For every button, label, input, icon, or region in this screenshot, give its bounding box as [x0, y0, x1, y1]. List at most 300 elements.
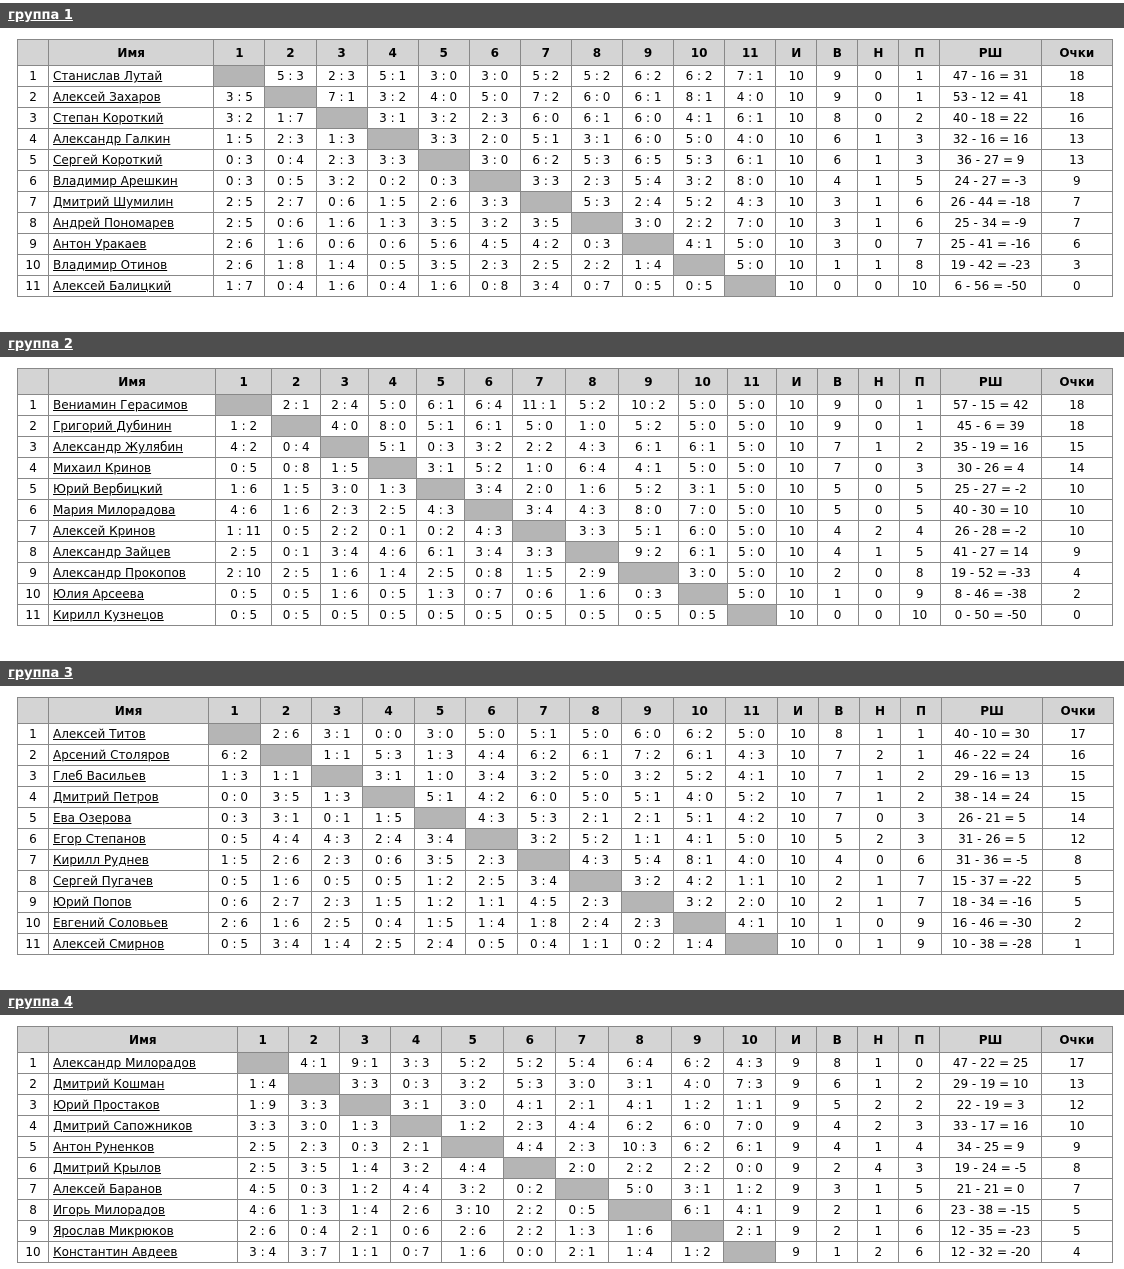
match-result-cell: 2 : 5 — [520, 255, 571, 276]
games-cell: 10 — [778, 913, 819, 934]
match-result-cell: 0 : 5 — [566, 605, 619, 626]
match-result-cell: 2 : 6 — [209, 913, 261, 934]
match-result-cell: 8 : 0 — [619, 500, 678, 521]
player-name-link[interactable]: Евгений Соловьев — [53, 916, 168, 930]
name-header: Имя — [49, 40, 214, 66]
match-result-cell: 5 : 4 — [622, 850, 674, 871]
goal-diff-cell: 35 - 19 = 16 — [940, 437, 1041, 458]
table-row — [18, 255, 1113, 276]
player-name-link[interactable]: Владимир Арешкин — [53, 174, 178, 188]
match-result-cell: 6 : 2 — [608, 1116, 671, 1137]
player-name-link[interactable]: Александр Зайцев — [53, 545, 171, 559]
games-cell: 10 — [778, 766, 819, 787]
player-name-cell — [49, 234, 214, 255]
match-result-cell: 0 : 7 — [390, 1242, 441, 1263]
games-cell: 10 — [776, 213, 817, 234]
match-result-cell: 1 : 8 — [518, 913, 570, 934]
player-name-link[interactable]: Юлия Арсеева — [53, 587, 145, 601]
match-result-cell: 5 : 0 — [726, 829, 778, 850]
goal-diff-cell: 41 - 27 = 14 — [940, 542, 1041, 563]
player-name-link[interactable]: Ярослав Микрюков — [53, 1224, 174, 1238]
match-result-cell: 3 : 2 — [316, 171, 367, 192]
match-result-cell: 1 : 5 — [214, 129, 265, 150]
player-name-link[interactable]: Юрий Простаков — [53, 1098, 160, 1112]
draws-cell: 1 — [858, 213, 899, 234]
match-result-cell: 2 : 6 — [442, 1221, 504, 1242]
points-cell: 15 — [1041, 437, 1112, 458]
player-name-link[interactable]: Алексей Кринов — [53, 524, 156, 538]
match-result-cell: 4 : 3 — [566, 500, 619, 521]
player-name-link[interactable]: Арсений Столяров — [53, 748, 170, 762]
player-name-link[interactable]: Антон Уракаев — [53, 237, 147, 251]
match-result-cell: 6 : 2 — [622, 66, 673, 87]
match-result-cell: 6 : 0 — [518, 787, 570, 808]
match-result-cell: 6 : 1 — [678, 437, 727, 458]
match-result-cell: 5 : 0 — [727, 563, 776, 584]
wins-cell: 4 — [817, 521, 858, 542]
match-result-cell: 6 : 2 — [671, 1137, 723, 1158]
match-result-cell: 4 : 0 — [674, 787, 726, 808]
self-match-cell — [363, 787, 415, 808]
goal-diff-cell: 19 - 24 = -5 — [940, 1158, 1041, 1179]
opponent-column-header: 6 — [504, 1027, 556, 1053]
goal-diff-cell: 23 - 38 = -15 — [940, 1200, 1041, 1221]
points-cell: 14 — [1041, 458, 1112, 479]
match-result-cell: 6 : 1 — [678, 542, 727, 563]
table-row — [18, 416, 1113, 437]
match-result-cell: 2 : 0 — [556, 1158, 608, 1179]
player-name-link[interactable]: Антон Руненков — [53, 1140, 155, 1154]
player-name-link[interactable]: Станислав Лутай — [53, 69, 163, 83]
match-result-cell: 0 : 4 — [363, 913, 415, 934]
match-result-cell: 1 : 3 — [556, 1221, 608, 1242]
match-result-cell: 6 : 0 — [571, 87, 622, 108]
player-name-cell — [49, 171, 214, 192]
group-title-link[interactable]: группа 2 — [8, 337, 73, 352]
rank-cell: 9 — [18, 1221, 49, 1242]
match-result-cell: 4 : 1 — [723, 1200, 775, 1221]
rank-cell: 4 — [18, 1116, 49, 1137]
match-result-cell: 3 : 4 — [520, 276, 571, 297]
player-name-link[interactable]: Юрий Попов — [53, 895, 132, 909]
goal-diff-cell: 16 - 46 = -30 — [942, 913, 1043, 934]
wins-cell: 1 — [817, 255, 858, 276]
match-result-cell: 5 : 1 — [622, 787, 674, 808]
draws-cell: 1 — [858, 1053, 899, 1074]
match-result-cell: 1 : 3 — [367, 213, 418, 234]
match-result-cell: 1 : 5 — [363, 808, 415, 829]
rank-cell: 1 — [18, 1053, 49, 1074]
match-result-cell: 7 : 0 — [725, 213, 776, 234]
match-result-cell: 0 : 4 — [272, 437, 321, 458]
match-result-cell: 0 : 5 — [209, 829, 261, 850]
draws-header: Н — [858, 1027, 899, 1053]
rank-cell: 3 — [18, 1095, 49, 1116]
match-result-cell: 5 : 3 — [363, 745, 415, 766]
match-result-cell: 0 : 5 — [619, 605, 678, 626]
opponent-column-header: 10 — [678, 369, 727, 395]
draws-header: Н — [860, 698, 901, 724]
player-name-cell — [49, 787, 209, 808]
losses-cell: 7 — [899, 234, 940, 255]
points-cell: 2 — [1041, 584, 1112, 605]
match-result-cell: 3 : 2 — [390, 1158, 441, 1179]
table-row — [18, 521, 1113, 542]
self-match-cell — [504, 1158, 556, 1179]
match-result-cell: 3 : 2 — [442, 1179, 504, 1200]
player-name-link[interactable]: Дмитрий Петров — [53, 790, 159, 804]
player-name-link[interactable]: Алексей Смирнов — [53, 937, 165, 951]
wins-cell: 3 — [817, 192, 858, 213]
match-result-cell: 2 : 2 — [674, 213, 725, 234]
match-result-cell: 2 : 6 — [237, 1221, 288, 1242]
self-match-cell — [619, 563, 678, 584]
losses-cell: 10 — [899, 605, 940, 626]
table-row — [18, 66, 1113, 87]
player-name-link[interactable]: Егор Степанов — [53, 832, 146, 846]
goal-diff-cell: 24 - 27 = -3 — [940, 171, 1041, 192]
table-row — [18, 171, 1113, 192]
rank-cell: 9 — [18, 563, 49, 584]
player-name-link[interactable]: Константин Авдеев — [53, 1245, 178, 1259]
opponent-column-header: 11 — [725, 40, 776, 66]
match-result-cell: 2 : 3 — [570, 892, 622, 913]
match-result-cell: 1 : 6 — [321, 584, 369, 605]
games-cell: 10 — [776, 500, 817, 521]
points-cell: 13 — [1041, 150, 1112, 171]
match-result-cell: 3 : 3 — [418, 129, 469, 150]
points-cell: 10 — [1041, 500, 1112, 521]
name-header: Имя — [49, 369, 216, 395]
losses-cell: 7 — [901, 871, 942, 892]
match-result-cell: 2 : 5 — [272, 563, 321, 584]
table-row — [18, 1137, 1113, 1158]
table-row — [18, 479, 1113, 500]
goal-diff-cell: 29 - 19 = 10 — [940, 1074, 1041, 1095]
match-result-cell: 3 : 4 — [513, 500, 566, 521]
player-name-link[interactable]: Мария Милорадова — [53, 503, 176, 517]
match-result-cell: 2 : 9 — [566, 563, 619, 584]
goal-diff-cell: 47 - 16 = 31 — [940, 66, 1041, 87]
games-cell: 10 — [776, 108, 817, 129]
opponent-column-header: 1 — [214, 40, 265, 66]
player-name-link[interactable]: Кирилл Руднев — [53, 853, 149, 867]
opponent-column-header: 6 — [465, 369, 513, 395]
match-result-cell: 1 : 5 — [367, 192, 418, 213]
games-cell: 9 — [775, 1074, 816, 1095]
points-cell: 18 — [1041, 416, 1112, 437]
draws-cell: 0 — [858, 563, 899, 584]
wins-cell: 9 — [817, 395, 858, 416]
player-name-link[interactable]: Алексей Титов — [53, 727, 146, 741]
match-result-cell: 1 : 5 — [272, 479, 321, 500]
rank-cell: 4 — [18, 129, 49, 150]
opponent-column-header: 3 — [312, 698, 363, 724]
match-result-cell: 3 : 2 — [674, 892, 726, 913]
player-name-cell — [49, 745, 209, 766]
player-name-cell — [49, 458, 216, 479]
player-name-link[interactable]: Алексей Баранов — [53, 1182, 162, 1196]
player-name-link[interactable]: Александр Галкин — [53, 132, 171, 146]
player-name-link[interactable]: Дмитрий Шумилин — [53, 195, 174, 209]
group-title-link[interactable]: группа 3 — [8, 666, 73, 681]
self-match-cell — [442, 1137, 504, 1158]
goal-diff-cell: 38 - 14 = 24 — [942, 787, 1043, 808]
losses-cell: 2 — [901, 787, 942, 808]
match-result-cell: 2 : 5 — [417, 563, 465, 584]
match-result-cell: 6 : 4 — [566, 458, 619, 479]
player-name-cell — [49, 605, 216, 626]
match-result-cell: 4 : 2 — [726, 808, 778, 829]
losses-cell: 2 — [899, 1095, 940, 1116]
match-result-cell: 1 : 4 — [369, 563, 417, 584]
opponent-column-header: 9 — [619, 369, 678, 395]
match-result-cell: 3 : 2 — [214, 108, 265, 129]
player-name-link[interactable]: Александр Милорадов — [53, 1056, 196, 1070]
match-result-cell: 8 : 1 — [674, 850, 726, 871]
match-result-cell: 6 : 2 — [674, 66, 725, 87]
match-result-cell: 2 : 6 — [214, 234, 265, 255]
table-row — [18, 724, 1114, 745]
match-result-cell: 3 : 5 — [415, 850, 466, 871]
match-result-cell: 2 : 1 — [390, 1137, 441, 1158]
wins-cell: 5 — [817, 500, 858, 521]
match-result-cell: 4 : 6 — [237, 1200, 288, 1221]
match-result-cell: 10 : 3 — [608, 1137, 671, 1158]
match-result-cell: 0 : 3 — [209, 808, 261, 829]
match-result-cell: 1 : 5 — [415, 913, 466, 934]
self-match-cell — [417, 479, 465, 500]
player-name-link[interactable]: Григорий Дубинин — [53, 419, 172, 433]
points-cell: 3 — [1041, 255, 1112, 276]
player-name-link[interactable]: Юрий Вербицкий — [53, 482, 163, 496]
player-name-link[interactable]: Алексей Балицкий — [53, 279, 172, 293]
opponent-column-header: 3 — [339, 1027, 390, 1053]
goal-diff-cell: 21 - 21 = 0 — [940, 1179, 1041, 1200]
games-cell: 10 — [776, 395, 817, 416]
player-name-link[interactable]: Сергей Пугачев — [53, 874, 154, 888]
opponent-column-header: 3 — [321, 369, 369, 395]
group-header-bar — [0, 332, 1124, 357]
match-result-cell: 4 : 0 — [726, 850, 778, 871]
header-row — [18, 1027, 1113, 1053]
points-cell: 12 — [1043, 829, 1114, 850]
match-result-cell: 5 : 2 — [570, 829, 622, 850]
opponent-column-header: 9 — [622, 40, 673, 66]
player-name-link[interactable]: Дмитрий Кошман — [53, 1077, 165, 1091]
player-name-link[interactable]: Дмитрий Крылов — [53, 1161, 162, 1175]
match-result-cell: 3 : 1 — [417, 458, 465, 479]
match-result-cell: 6 : 0 — [671, 1116, 723, 1137]
group-title-link[interactable]: группа 4 — [8, 995, 73, 1010]
draws-cell: 1 — [860, 724, 901, 745]
match-result-cell: 5 : 3 — [674, 150, 725, 171]
player-name-link[interactable]: Глеб Васильев — [53, 769, 146, 783]
match-result-cell: 5 : 4 — [556, 1053, 608, 1074]
match-result-cell: 0 : 3 — [571, 234, 622, 255]
player-name-cell — [49, 766, 209, 787]
match-result-cell: 0 : 5 — [369, 584, 417, 605]
match-result-cell: 1 : 1 — [339, 1242, 390, 1263]
match-result-cell: 3 : 2 — [469, 213, 520, 234]
losses-cell: 10 — [899, 276, 940, 297]
match-result-cell: 3 : 3 — [520, 171, 571, 192]
match-result-cell: 6 : 4 — [608, 1053, 671, 1074]
match-result-cell: 3 : 3 — [469, 192, 520, 213]
rank-cell: 11 — [18, 276, 49, 297]
rank-cell: 2 — [18, 87, 49, 108]
draws-cell: 0 — [858, 500, 899, 521]
match-result-cell: 1 : 5 — [209, 850, 261, 871]
table-row — [18, 234, 1113, 255]
points-cell: 15 — [1043, 787, 1114, 808]
self-match-cell — [216, 395, 272, 416]
self-match-cell — [570, 871, 622, 892]
opponent-column-header: 7 — [513, 369, 566, 395]
table-row — [18, 1179, 1113, 1200]
rank-cell: 10 — [18, 913, 49, 934]
player-name-cell — [49, 1179, 238, 1200]
player-name-link[interactable]: Александр Прокопов — [53, 566, 186, 580]
player-name-link[interactable]: Степан Короткий — [53, 111, 164, 125]
rank-cell: 9 — [18, 892, 49, 913]
match-result-cell: 1 : 6 — [608, 1221, 671, 1242]
opponent-column-header: 1 — [209, 698, 261, 724]
match-result-cell: 3 : 4 — [465, 479, 513, 500]
games-cell: 10 — [776, 276, 817, 297]
match-result-cell: 2 : 3 — [265, 129, 316, 150]
points-cell: 9 — [1041, 171, 1112, 192]
opponent-column-header: 2 — [261, 698, 312, 724]
match-result-cell: 2 : 3 — [622, 913, 674, 934]
table-row — [18, 934, 1114, 955]
self-match-cell — [566, 542, 619, 563]
player-name-link[interactable]: Игорь Милорадов — [53, 1203, 166, 1217]
match-result-cell: 4 : 0 — [321, 416, 369, 437]
games-cell: 10 — [776, 542, 817, 563]
rank-cell: 2 — [18, 745, 49, 766]
match-result-cell: 2 : 3 — [469, 108, 520, 129]
standings-table — [17, 39, 1113, 297]
match-result-cell: 5 : 0 — [727, 416, 776, 437]
losses-cell: 9 — [901, 934, 942, 955]
opponent-column-header: 9 — [622, 698, 674, 724]
match-result-cell: 6 : 1 — [674, 745, 726, 766]
player-name-cell — [49, 808, 209, 829]
goal-diff-cell: 19 - 42 = -23 — [940, 255, 1041, 276]
table-row — [18, 1242, 1113, 1263]
player-name-link[interactable]: Михаил Кринов — [53, 461, 152, 475]
points-cell: 5 — [1041, 1200, 1112, 1221]
losses-cell: 3 — [899, 150, 940, 171]
match-result-cell: 2 : 4 — [363, 829, 415, 850]
match-result-cell: 4 : 2 — [674, 871, 726, 892]
match-result-cell: 3 : 1 — [608, 1074, 671, 1095]
rank-cell: 7 — [18, 1179, 49, 1200]
player-name-cell — [49, 500, 216, 521]
match-result-cell: 5 : 3 — [571, 192, 622, 213]
match-result-cell: 0 : 3 — [339, 1137, 390, 1158]
points-cell: 0 — [1041, 276, 1112, 297]
match-result-cell: 1 : 0 — [415, 766, 466, 787]
player-name-link[interactable]: Дмитрий Сапожников — [53, 1119, 193, 1133]
match-result-cell: 5 : 2 — [566, 395, 619, 416]
match-result-cell: 0 : 5 — [369, 605, 417, 626]
self-match-cell — [312, 766, 363, 787]
losses-cell: 2 — [899, 108, 940, 129]
player-name-link[interactable]: Кирилл Кузнецов — [53, 608, 164, 622]
losses-cell: 0 — [899, 1053, 940, 1074]
match-result-cell: 3 : 4 — [466, 766, 518, 787]
rank-cell: 10 — [18, 584, 49, 605]
player-name-link[interactable]: Сергей Короткий — [53, 153, 163, 167]
points-cell: 7 — [1041, 1179, 1112, 1200]
points-cell: 5 — [1041, 1221, 1112, 1242]
table-row — [18, 1116, 1113, 1137]
goal-diff-cell: 26 - 21 = 5 — [942, 808, 1043, 829]
match-result-cell: 1 : 4 — [466, 913, 518, 934]
table-row — [18, 87, 1113, 108]
match-result-cell: 1 : 3 — [316, 129, 367, 150]
match-result-cell: 3 : 10 — [442, 1200, 504, 1221]
player-name-link[interactable]: Вениамин Герасимов — [53, 398, 188, 412]
games-cell: 9 — [775, 1179, 816, 1200]
player-name-link[interactable]: Алексей Захаров — [53, 90, 161, 104]
player-name-link[interactable]: Александр Жулябин — [53, 440, 184, 454]
match-result-cell: 3 : 4 — [237, 1242, 288, 1263]
match-result-cell: 6 : 5 — [622, 150, 673, 171]
match-result-cell: 0 : 6 — [513, 584, 566, 605]
match-result-cell: 1 : 1 — [726, 871, 778, 892]
header-row — [18, 369, 1113, 395]
opponent-column-header: 2 — [288, 1027, 339, 1053]
match-result-cell: 0 : 5 — [622, 276, 673, 297]
player-name-link[interactable]: Ева Озерова — [53, 811, 132, 825]
match-result-cell: 6 : 0 — [622, 108, 673, 129]
losses-cell: 6 — [901, 850, 942, 871]
match-result-cell: 4 : 3 — [723, 1053, 775, 1074]
games-cell: 10 — [776, 87, 817, 108]
goal-diff-cell: 18 - 34 = -16 — [942, 892, 1043, 913]
wins-cell: 2 — [817, 1221, 858, 1242]
points-cell: 16 — [1041, 108, 1112, 129]
rank-cell: 6 — [18, 500, 49, 521]
rank-cell: 5 — [18, 1137, 49, 1158]
group-title-link[interactable]: группа 1 — [8, 8, 73, 23]
match-result-cell: 3 : 3 — [390, 1053, 441, 1074]
match-result-cell: 5 : 1 — [369, 437, 417, 458]
match-result-cell: 4 : 4 — [556, 1116, 608, 1137]
rank-cell: 2 — [18, 1074, 49, 1095]
wins-cell: 6 — [817, 129, 858, 150]
match-result-cell: 5 : 1 — [619, 521, 678, 542]
match-result-cell: 3 : 3 — [513, 542, 566, 563]
player-name-link[interactable]: Андрей Пономарев — [53, 216, 175, 230]
player-name-link[interactable]: Владимир Отинов — [53, 258, 168, 272]
rank-cell: 6 — [18, 171, 49, 192]
losses-cell: 5 — [899, 479, 940, 500]
match-result-cell: 0 : 3 — [619, 584, 678, 605]
match-result-cell: 5 : 0 — [466, 724, 518, 745]
match-result-cell: 2 : 3 — [556, 1137, 608, 1158]
opponent-column-header: 11 — [726, 698, 778, 724]
draws-cell: 0 — [858, 479, 899, 500]
match-result-cell: 4 : 6 — [216, 500, 272, 521]
match-result-cell: 1 : 9 — [237, 1095, 288, 1116]
table-row — [18, 892, 1114, 913]
rank-header — [18, 698, 49, 724]
games-cell: 10 — [776, 437, 817, 458]
